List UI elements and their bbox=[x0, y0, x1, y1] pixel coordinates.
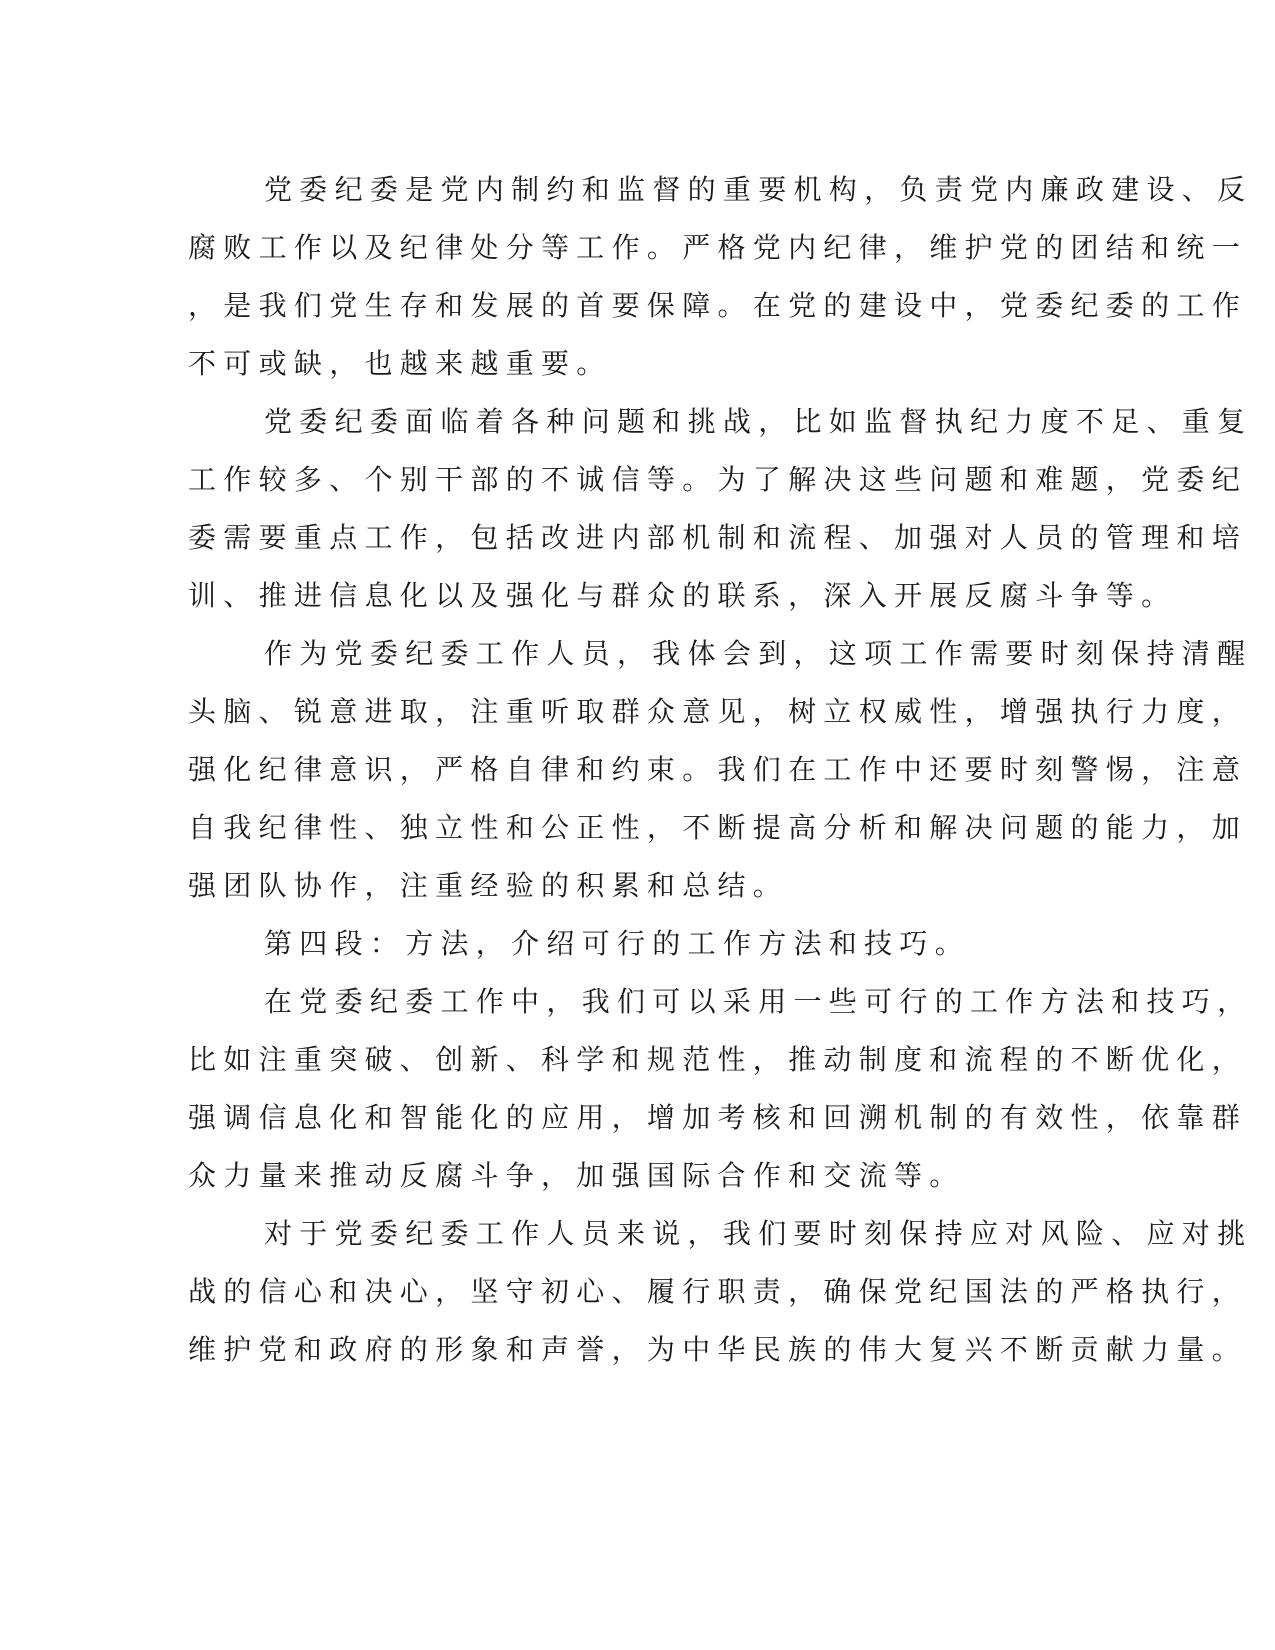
paragraph-1-line-1: 党委纪委是党内制约和监督的重要机构，负责党内廉政建设、反 bbox=[264, 173, 1253, 206]
paragraph-5-line-3: 维护党和政府的形象和声誉，为中华民族的伟大复兴不断贡献力量。 bbox=[188, 1333, 1248, 1366]
paragraph-1-line-3: ，是我们党生存和发展的首要保障。在党的建设中，党委纪委的工作 bbox=[188, 289, 1248, 322]
paragraph-3-line-1: 作为党委纪委工作人员，我体会到，这项工作需要时刻保持清醒 bbox=[264, 637, 1253, 670]
paragraph-3-line-4: 自我纪律性、独立性和公正性，不断提高分析和解决问题的能力，加 bbox=[188, 811, 1248, 844]
paragraph-4-line-2: 比如注重突破、创新、科学和规范性，推动制度和流程的不断优化， bbox=[188, 1043, 1248, 1076]
paragraph-5-line-2: 战的信心和决心，坚守初心、履行职责，确保党纪国法的严格执行， bbox=[188, 1275, 1248, 1308]
document-body bbox=[188, 161, 1253, 1379]
paragraph-2-line-3: 委需要重点工作，包括改进内部机制和流程、加强对人员的管理和培 bbox=[188, 521, 1248, 554]
paragraph-1-line-4: 不可或缺，也越来越重要。 bbox=[188, 347, 612, 380]
paragraph-3-line-5: 强团队协作，注重经验的积累和总结。 bbox=[188, 869, 789, 902]
paragraph-2-line-1: 党委纪委面临着各种问题和挑战，比如监督执纪力度不足、重复 bbox=[264, 405, 1253, 438]
paragraph-1-line-2: 腐败工作以及纪律处分等工作。严格党内纪律，维护党的团结和统一 bbox=[188, 231, 1248, 264]
paragraph-3-line-2: 头脑、锐意进取，注重听取群众意见，树立权威性，增强执行力度， bbox=[188, 695, 1248, 728]
section-heading: 第四段：方法，介绍可行的工作方法和技巧。 bbox=[264, 927, 971, 960]
paragraph-3-line-3: 强化纪律意识，严格自律和约束。我们在工作中还要时刻警惕，注意 bbox=[188, 753, 1248, 786]
paragraph-4-line-3: 强调信息化和智能化的应用，增加考核和回溯机制的有效性，依靠群 bbox=[188, 1101, 1248, 1134]
paragraph-4-line-1: 在党委纪委工作中，我们可以采用一些可行的工作方法和技巧， bbox=[264, 985, 1253, 1018]
paragraph-4-line-4: 众力量来推动反腐斗争，加强国际合作和交流等。 bbox=[188, 1159, 965, 1192]
paragraph-2-line-4: 训、推进信息化以及强化与群众的联系，深入开展反腐斗争等。 bbox=[188, 579, 1177, 612]
paragraph-5-line-1: 对于党委纪委工作人员来说，我们要时刻保持应对风险、应对挑 bbox=[264, 1217, 1253, 1250]
paragraph-2-line-2: 工作较多、个别干部的不诚信等。为了解决这些问题和难题，党委纪 bbox=[188, 463, 1248, 496]
